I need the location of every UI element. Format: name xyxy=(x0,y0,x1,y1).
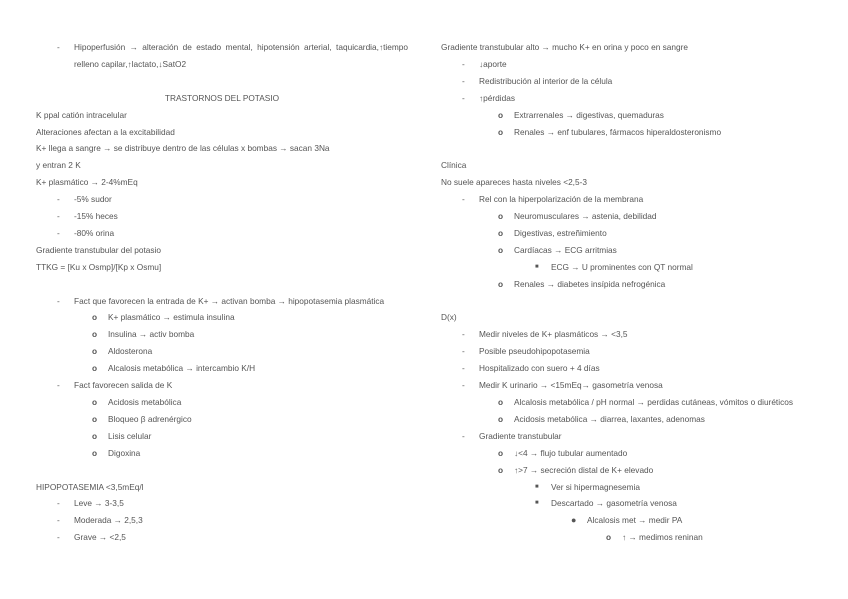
list-item-text: K+ plasmático → estimula insulina xyxy=(108,312,235,323)
list-item-text: Alcalosis metabólica → intercambio K/H xyxy=(108,363,256,374)
hipoperfusion-text: Hipoperfusión → alteración de estado mental, hipotensión arterial, taquicardia,↑tiempo relleno capilar,↑lactato,↓SatO2 xyxy=(74,42,408,69)
list-item-text: ECG → U prominentes con QT normal xyxy=(551,261,693,272)
section-title: Clínica xyxy=(441,160,467,171)
list-item-text: Medir niveles de K+ plasmáticos → <3,5 xyxy=(479,329,628,340)
list-item-text: Renales → diabetes insípida nefrogénica xyxy=(514,278,666,289)
list-item: - Grave → <2,5 xyxy=(57,532,126,543)
list-item-text: Leve → 3-3,5 xyxy=(74,498,124,509)
text-line: y entran 2 K xyxy=(36,160,81,171)
list-item: - ↓aporte xyxy=(462,58,507,69)
list-item: o Digestivas, estreñimiento xyxy=(498,227,607,238)
list-item xyxy=(36,39,408,73)
list-item: - Moderada → 2,5,3 xyxy=(57,515,143,526)
list-item-text: ↓<4 → flujo tubular aumentado xyxy=(514,447,628,458)
list-item: - Leve → 3-3,5 xyxy=(57,498,124,509)
list-item: - Fact que favorecen la entrada de K+ → activan bomba → hipopotasemia plasmática xyxy=(57,295,385,306)
spacer xyxy=(441,293,819,310)
list-item-text: Descartado → gasometría venosa xyxy=(551,498,677,509)
list-item: - Posible pseudohipopotasemia xyxy=(462,346,590,357)
list-item-text: Aldosterona xyxy=(108,346,153,357)
list-item-text: Alcalosis metabólica / pH normal → perdidas cutáneas, vómitos o diuréticos xyxy=(514,397,793,407)
list-item-text: Digestivas, estreñimiento xyxy=(514,227,607,238)
list-item-text: Hospitalizado con suero + 4 días xyxy=(479,363,600,374)
text-line: K ppal catión intracelular xyxy=(36,109,127,120)
left-column xyxy=(36,39,408,546)
list-item-text: -5% sudor xyxy=(74,194,112,205)
list-item-text: Renales → enf tubulares, fármacos hiperaldosteronismo xyxy=(514,126,722,137)
list-item: o K+ plasmático → estimula insulina xyxy=(92,312,235,323)
list-item-text: Acidosis metabólica xyxy=(108,397,182,407)
list-item-text: Cardíacas → ECG arritmias xyxy=(514,244,617,255)
list-item: ● Alcalosis met → medir PA xyxy=(571,515,683,526)
dash-marker: - xyxy=(57,42,60,52)
list-item-text: -15% heces xyxy=(74,211,118,222)
list-item: o Renales → diabetes insípida nefrogénica xyxy=(498,278,666,289)
list-item: o Lisis celular xyxy=(92,430,152,441)
list-item: o Renales → enf tubulares, fármacos hiperaldosteronismo xyxy=(498,126,722,137)
list-item: ■ Descartado → gasometría venosa xyxy=(535,498,677,509)
text-line: K+ plasmático → 2-4%mEq xyxy=(36,177,138,188)
fact-favor-text: Fact que favorecen la entrada de K+ → activan bomba → hipopotasemia plasmática xyxy=(74,295,385,306)
list-item-text: Neuromusculares → astenia, debilidad xyxy=(514,211,657,222)
list-item: o Bloqueo β adrenérgico xyxy=(92,413,192,424)
list-item-text: Medir K urinario → <15mEq→ gasometría venosa xyxy=(479,380,663,391)
list-item-text: Extrarrenales → digestivas, quemaduras xyxy=(514,109,664,120)
list-item-text: Moderada → 2,5,3 xyxy=(74,515,143,526)
section-title: TRASTORNOS DEL POTASIO xyxy=(164,92,280,103)
list-item-text: Acidosis metabólica → diarrea, laxantes, adenomas xyxy=(514,413,705,424)
spacer xyxy=(36,462,408,479)
list-item: o Acidosis metabólica xyxy=(92,397,182,407)
section-title: D(x) xyxy=(441,312,457,323)
list-item-text: Redistribución al interior de la célula xyxy=(479,75,613,86)
list-item: o Acidosis metabólica → diarrea, laxantes, adenomas xyxy=(498,413,705,424)
text-line: Gradiente transtubular alto → mucho K+ en orina y poco en sangre xyxy=(441,42,688,52)
list-item-text: Bloqueo β adrenérgico xyxy=(108,413,192,424)
list-item-text: ↑ → medimos reninan xyxy=(622,532,703,543)
list-item-text: Grave → <2,5 xyxy=(74,532,126,543)
list-item-text: Alcalosis met → medir PA xyxy=(587,515,683,526)
spacer xyxy=(441,140,819,157)
list-item: - Gradiente transtubular xyxy=(462,430,562,441)
section-title: HIPOPOTASEMIA <3,5mEq/l xyxy=(36,481,144,492)
list-item-text: Gradiente transtubular xyxy=(479,430,562,441)
list-item: o ↑>7 → secreción distal de K+ elevado xyxy=(498,464,654,475)
list-item: o Alcalosis metabólica / pH normal → perdidas cutáneas, vómitos o diuréticos xyxy=(498,397,793,407)
list-item-text: ↑pérdidas xyxy=(479,92,515,103)
list-item: o Insulina → activ bomba xyxy=(92,329,195,340)
list-item-text: Posible pseudohipopotasemia xyxy=(479,346,590,357)
list-item: o Extrarrenales → digestivas, quemaduras xyxy=(498,109,664,120)
text-line: Alteraciones afectan a la excitabilidad xyxy=(36,126,175,137)
list-item: o Digoxina xyxy=(92,447,141,458)
list-item: - Hospitalizado con suero + 4 días xyxy=(462,363,600,374)
list-item-text: -80% orina xyxy=(74,227,115,238)
spacer xyxy=(36,73,408,90)
list-item: - Rel con la hiperpolarización de la membrana xyxy=(462,194,644,205)
list-item: - Redistribución al interior de la célula xyxy=(462,75,613,86)
list-item: ■ ECG → U prominentes con QT normal xyxy=(535,261,693,272)
right-column xyxy=(441,39,819,546)
list-item-text: Fact favorecen salida de K xyxy=(74,380,173,391)
text-line: Gradiente transtubular del potasio xyxy=(36,244,161,255)
text-line: No suele apareces hasta niveles <2,5-3 xyxy=(441,177,587,188)
list-item: - Medir K urinario → <15mEq→ gasometría venosa xyxy=(462,380,663,391)
list-item: o Cardíacas → ECG arritmias xyxy=(498,244,617,255)
list-item: o ↑ → medimos reninan xyxy=(606,532,703,543)
list-item: - -80% orina xyxy=(57,227,115,238)
text-line: TTKG = [Ku x Osmp]/[Kp x Osmu] xyxy=(36,261,162,272)
list-item-text: Insulina → activ bomba xyxy=(108,329,195,340)
list-item-text: Digoxina xyxy=(108,447,141,458)
list-item-text: ↑>7 → secreción distal de K+ elevado xyxy=(514,464,654,475)
list-item: o Neuromusculares → astenia, debilidad xyxy=(498,211,657,222)
list-item: - Medir niveles de K+ plasmáticos → <3,5 xyxy=(462,329,628,340)
list-item-text: Rel con la hiperpolarización de la membrana xyxy=(479,194,644,205)
text-line: K+ llega a sangre → se distribuye dentro de las células x bombas → sacan 3Na xyxy=(36,143,330,154)
list-item: o Alcalosis metabólica → intercambio K/H xyxy=(92,363,256,374)
list-item: - ↑pérdidas xyxy=(462,92,515,103)
list-item-text: Ver si hipermagnesemia xyxy=(551,481,641,492)
list-item: o ↓<4 → flujo tubular aumentado xyxy=(498,447,628,458)
list-item: - -5% sudor xyxy=(57,194,112,205)
list-item-text: ↓aporte xyxy=(479,58,507,69)
list-item: - Fact favorecen salida de K xyxy=(57,380,173,391)
list-item: - -15% heces xyxy=(57,211,118,222)
list-item: ■ Ver si hipermagnesemia xyxy=(535,481,641,492)
list-item-text: Lisis celular xyxy=(108,430,152,441)
spacer xyxy=(36,276,408,293)
list-item: o Aldosterona xyxy=(92,346,153,357)
